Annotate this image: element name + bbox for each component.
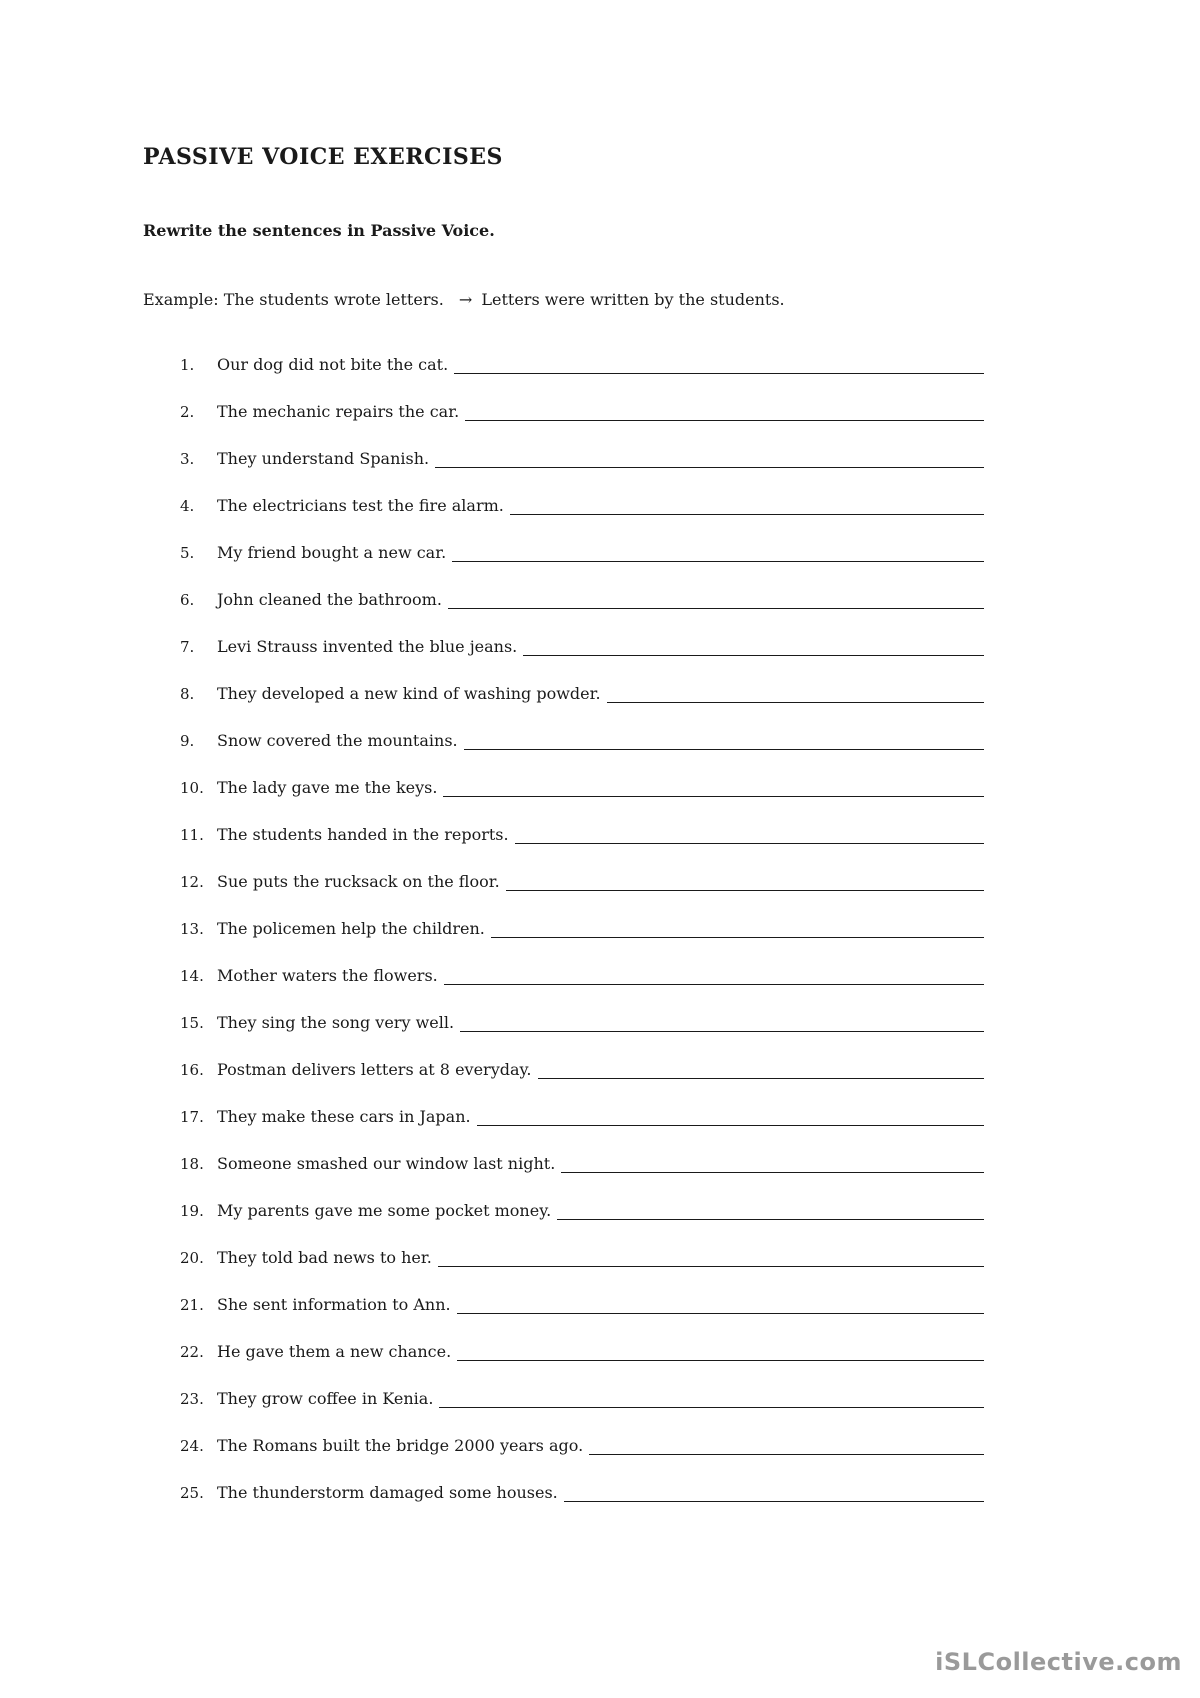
exercise-sentence: She sent information to Ann. bbox=[217, 1295, 451, 1314]
exercise-number: 12. bbox=[180, 873, 204, 891]
exercise-sentence: Our dog did not bite the cat. bbox=[217, 355, 449, 374]
exercise-number: 14. bbox=[180, 967, 204, 985]
exercise-item bbox=[0, 1294, 1200, 1341]
exercise-item bbox=[0, 448, 1200, 495]
watermark-logo: iSLCollective.com bbox=[935, 1648, 1182, 1676]
exercise-item bbox=[0, 871, 1200, 918]
answer-line[interactable] bbox=[491, 937, 984, 938]
exercise-item bbox=[0, 1388, 1200, 1435]
answer-line[interactable] bbox=[477, 1125, 984, 1126]
exercise-number: 11. bbox=[180, 826, 204, 844]
exercise-sentence: John cleaned the bathroom. bbox=[217, 590, 442, 609]
answer-line[interactable] bbox=[443, 796, 984, 797]
exercise-number: 2. bbox=[180, 403, 195, 421]
answer-line[interactable] bbox=[538, 1078, 984, 1079]
exercise-item bbox=[0, 918, 1200, 965]
answer-line[interactable] bbox=[510, 514, 984, 515]
exercise-sentence: The lady gave me the keys. bbox=[217, 778, 438, 797]
exercise-sentence: Levi Strauss invented the blue jeans. bbox=[217, 637, 518, 656]
exercise-sentence: Mother waters the flowers. bbox=[217, 966, 438, 985]
exercise-item bbox=[0, 636, 1200, 683]
exercise-number: 10. bbox=[180, 779, 204, 797]
exercise-sentence: Someone smashed our window last night. bbox=[217, 1154, 556, 1173]
exercise-sentence: My friend bought a new car. bbox=[217, 543, 447, 562]
exercise-row bbox=[217, 542, 984, 564]
example-line bbox=[143, 289, 785, 311]
exercise-sentence: Postman delivers letters at 8 everyday. bbox=[217, 1060, 532, 1079]
answer-line[interactable] bbox=[464, 749, 984, 750]
exercise-number: 13. bbox=[180, 920, 204, 938]
exercise-item bbox=[0, 824, 1200, 871]
exercise-item bbox=[0, 965, 1200, 1012]
exercise-row bbox=[217, 354, 984, 376]
exercise-item bbox=[0, 1200, 1200, 1247]
exercise-number: 23. bbox=[180, 1390, 204, 1408]
exercise-row bbox=[217, 1247, 984, 1269]
exercise-sentence: The thunderstorm damaged some houses. bbox=[217, 1483, 558, 1502]
exercise-number: 17. bbox=[180, 1108, 204, 1126]
exercise-number: 15. bbox=[180, 1014, 204, 1032]
exercise-sentence: My parents gave me some pocket money. bbox=[217, 1201, 552, 1220]
answer-line[interactable] bbox=[506, 890, 984, 891]
answer-line[interactable] bbox=[457, 1313, 984, 1314]
answer-line[interactable] bbox=[607, 702, 984, 703]
exercise-number: 7. bbox=[180, 638, 195, 656]
exercise-sentence: The mechanic repairs the car. bbox=[217, 402, 460, 421]
exercise-number: 8. bbox=[180, 685, 195, 703]
answer-line[interactable] bbox=[564, 1501, 984, 1502]
exercise-sentence: They developed a new kind of washing powder. bbox=[217, 684, 601, 703]
answer-line[interactable] bbox=[561, 1172, 984, 1173]
exercise-item bbox=[0, 1059, 1200, 1106]
answer-line[interactable] bbox=[452, 561, 984, 562]
exercise-row bbox=[217, 495, 984, 517]
exercise-row bbox=[217, 1153, 984, 1175]
exercise-row bbox=[217, 1388, 984, 1410]
exercise-number: 3. bbox=[180, 450, 195, 468]
answer-line[interactable] bbox=[457, 1360, 984, 1361]
exercise-row bbox=[217, 1012, 984, 1034]
exercise-sentence: The electricians test the fire alarm. bbox=[217, 496, 504, 515]
example-active-sentence: The students wrote letters. bbox=[223, 290, 444, 309]
exercise-number: 16. bbox=[180, 1061, 204, 1079]
exercise-sentence: The policemen help the children. bbox=[217, 919, 485, 938]
page-title: PASSIVE VOICE EXERCISES bbox=[143, 144, 503, 170]
exercise-sentence: He gave them a new chance. bbox=[217, 1342, 452, 1361]
answer-line[interactable] bbox=[444, 984, 984, 985]
exercise-row bbox=[217, 636, 984, 658]
exercise-item bbox=[0, 589, 1200, 636]
exercise-item bbox=[0, 1012, 1200, 1059]
exercise-row bbox=[217, 730, 984, 752]
exercise-item bbox=[0, 730, 1200, 777]
exercise-item bbox=[0, 683, 1200, 730]
exercise-row bbox=[217, 824, 984, 846]
exercise-item bbox=[0, 1435, 1200, 1482]
exercise-row bbox=[217, 448, 984, 470]
exercise-item bbox=[0, 1341, 1200, 1388]
exercise-number: 6. bbox=[180, 591, 195, 609]
example-prefix: Example: bbox=[143, 290, 219, 309]
exercise-number: 4. bbox=[180, 497, 195, 515]
exercise-item bbox=[0, 1247, 1200, 1294]
answer-line[interactable] bbox=[439, 1407, 984, 1408]
example-passive-sentence: Letters were written by the students. bbox=[481, 290, 785, 309]
exercise-item bbox=[0, 1482, 1200, 1529]
instruction-text: Rewrite the sentences in Passive Voice. bbox=[143, 221, 495, 240]
exercise-item bbox=[0, 542, 1200, 589]
exercise-sentence: Sue puts the rucksack on the floor. bbox=[217, 872, 500, 891]
answer-line[interactable] bbox=[515, 843, 984, 844]
exercise-number: 20. bbox=[180, 1249, 204, 1267]
exercise-number: 22. bbox=[180, 1343, 204, 1361]
exercise-sentence: They sing the song very well. bbox=[217, 1013, 455, 1032]
exercise-row bbox=[217, 401, 984, 423]
exercise-sentence: They make these cars in Japan. bbox=[217, 1107, 471, 1126]
exercise-number: 9. bbox=[180, 732, 195, 750]
exercise-row bbox=[217, 1341, 984, 1363]
exercise-row bbox=[217, 918, 984, 940]
exercise-number: 18. bbox=[180, 1155, 204, 1173]
answer-line[interactable] bbox=[448, 608, 984, 609]
exercise-row bbox=[217, 1435, 984, 1457]
exercise-number: 21. bbox=[180, 1296, 204, 1314]
exercise-row bbox=[217, 1294, 984, 1316]
exercise-sentence: They understand Spanish. bbox=[217, 449, 430, 468]
exercise-sentence: Snow covered the mountains. bbox=[217, 731, 458, 750]
exercise-number: 24. bbox=[180, 1437, 204, 1455]
exercise-number: 25. bbox=[180, 1484, 204, 1502]
exercise-number: 5. bbox=[180, 544, 195, 562]
answer-line[interactable] bbox=[460, 1031, 984, 1032]
exercise-row bbox=[217, 589, 984, 611]
exercise-row bbox=[217, 1106, 984, 1128]
answer-line[interactable] bbox=[465, 420, 984, 421]
exercise-row bbox=[217, 777, 984, 799]
exercise-sentence: They told bad news to her. bbox=[217, 1248, 432, 1267]
exercise-sentence: They grow coffee in Kenia. bbox=[217, 1389, 434, 1408]
exercise-item bbox=[0, 354, 1200, 401]
answer-line[interactable] bbox=[438, 1266, 984, 1267]
exercise-row bbox=[217, 871, 984, 893]
arrow-icon: → bbox=[458, 290, 473, 309]
exercise-row bbox=[217, 1059, 984, 1081]
answer-line[interactable] bbox=[454, 373, 984, 374]
exercise-number: 1. bbox=[180, 356, 195, 374]
answer-line[interactable] bbox=[557, 1219, 984, 1220]
exercise-item bbox=[0, 1106, 1200, 1153]
exercise-row bbox=[217, 683, 984, 705]
answer-line[interactable] bbox=[435, 467, 984, 468]
exercise-row bbox=[217, 965, 984, 987]
exercise-row bbox=[217, 1482, 984, 1504]
exercise-sentence: The students handed in the reports. bbox=[217, 825, 509, 844]
exercise-item bbox=[0, 401, 1200, 448]
exercise-list bbox=[0, 354, 1200, 1529]
answer-line[interactable] bbox=[589, 1454, 984, 1455]
exercise-item bbox=[0, 495, 1200, 542]
exercise-number: 19. bbox=[180, 1202, 204, 1220]
exercise-item bbox=[0, 777, 1200, 824]
answer-line[interactable] bbox=[523, 655, 984, 656]
exercise-row bbox=[217, 1200, 984, 1222]
exercise-item bbox=[0, 1153, 1200, 1200]
exercise-sentence: The Romans built the bridge 2000 years ago. bbox=[217, 1436, 584, 1455]
